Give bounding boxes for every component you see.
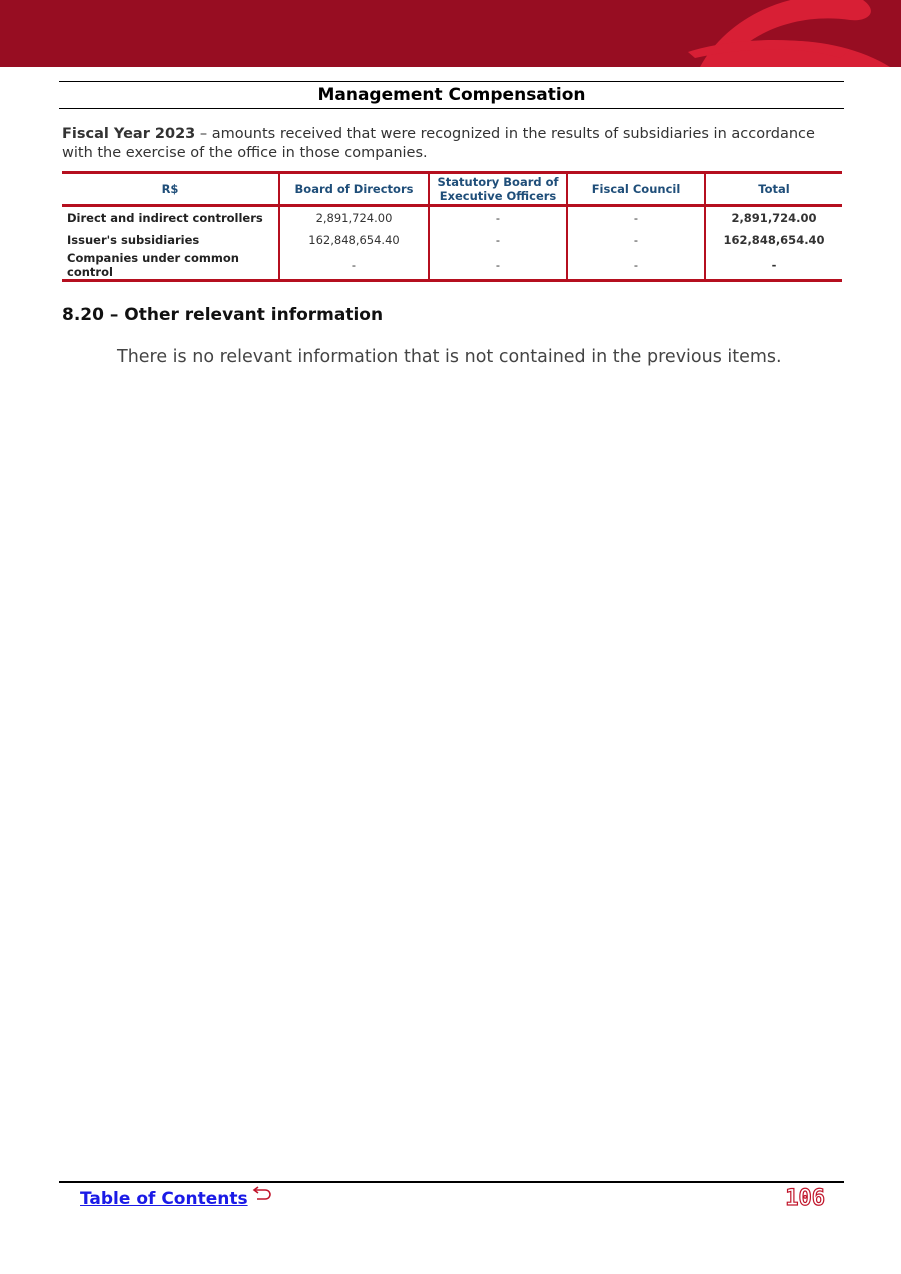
table-row <box>62 206 842 230</box>
table-of-contents-link[interactable] <box>80 1189 272 1210</box>
cell-board-of-directors: 2,891,724.00 <box>279 206 429 230</box>
col-header-currency: R$ <box>62 173 279 206</box>
row-label: Direct and indirect controllers <box>67 211 263 225</box>
table-header-row <box>62 173 842 206</box>
brand-swoosh-logo <box>0 0 901 67</box>
col-header-total: Total <box>705 173 842 206</box>
page-number: 106 <box>785 1186 825 1211</box>
cell-fiscal-council: - <box>567 206 705 230</box>
cell-total: 2,891,724.00 <box>705 206 842 230</box>
intro-bold: Fiscal Year 2023 <box>62 126 196 142</box>
return-arrow-icon <box>252 1185 272 1206</box>
col-header-board-of-directors: Board of Directors <box>279 173 429 206</box>
section-8-20-body: There is no relevant information that is not contained in the previous items. <box>117 347 782 367</box>
cell-total: 162,848,654.40 <box>705 229 842 251</box>
header-banner <box>0 0 901 67</box>
cell-total: - <box>705 251 842 281</box>
intro-paragraph <box>62 125 847 163</box>
compensation-table <box>62 171 842 282</box>
toc-label: Table of Contents <box>80 1189 248 1209</box>
cell-statutory-board: - <box>429 251 567 281</box>
section-title-bar <box>59 81 844 109</box>
footer-divider <box>59 1181 844 1183</box>
cell-board-of-directors: - <box>279 251 429 281</box>
cell-fiscal-council: - <box>567 251 705 281</box>
cell-fiscal-council: - <box>567 229 705 251</box>
cell-statutory-board: - <box>429 229 567 251</box>
section-8-20-heading: 8.20 – Other relevant information <box>62 305 384 325</box>
intro-text: – amounts received that were recognized in the results of subsidiaries in accordance with the exercise of the office in those companies. <box>62 126 815 161</box>
col-header-fiscal-council: Fiscal Council <box>567 173 705 206</box>
cell-board-of-directors: 162,848,654.40 <box>279 229 429 251</box>
table-row <box>62 229 842 251</box>
col-header-statutory-board: Statutory Board of Executive Officers <box>429 173 567 206</box>
table-row <box>62 251 842 281</box>
row-label: Companies under common control <box>67 251 239 279</box>
section-title: Management Compensation <box>317 85 586 105</box>
cell-statutory-board: - <box>429 206 567 230</box>
row-label: Issuer's subsidiaries <box>67 233 200 247</box>
